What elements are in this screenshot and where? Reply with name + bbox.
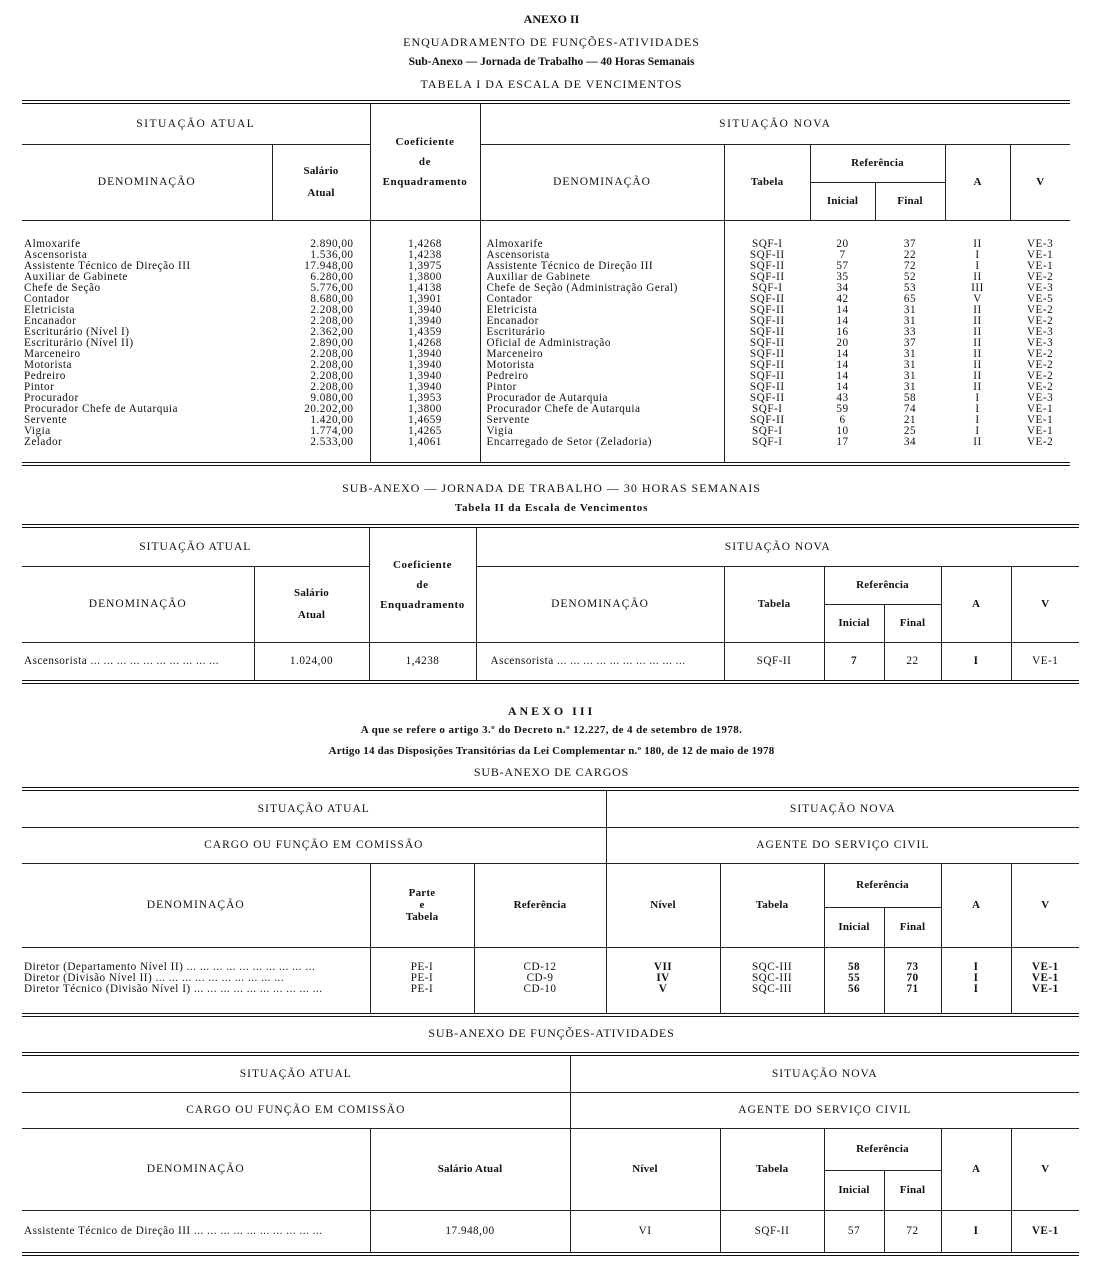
table-cell-tabela: SQF-I: [752, 238, 783, 250]
cargos-cell-referencia: CD-9: [526, 972, 554, 984]
table-cell-inicial: 42: [836, 293, 849, 305]
table-cell-tabela: SQF-I: [752, 425, 783, 437]
table-cell-a: III: [971, 282, 984, 294]
header-inicial: Inicial: [810, 182, 875, 220]
table-cell-salario: 2.208,00: [310, 315, 354, 327]
cargos-cell-denominacao: Diretor (Departamento Nível II) ... .: [24, 962, 370, 973]
table-cell-inicial: 16: [836, 326, 849, 338]
sub30-coef: 1,4238: [369, 642, 476, 682]
table-cell-salario: 6.280,00: [310, 271, 354, 283]
header-final-2: Final: [884, 604, 941, 642]
table-cell-tabela: SQF-II: [749, 414, 785, 426]
table-cell-a: II: [973, 348, 982, 360]
table-cell-v: VE-2: [1026, 304, 1054, 316]
anexo2-title: ANEXO II: [523, 12, 580, 26]
anexo3-cargos: SUB-ANEXO DE CARGOS: [473, 765, 630, 779]
cargos-header-inicial: Inicial: [824, 907, 884, 947]
table-cell-a: II: [973, 315, 982, 327]
table-cell-final: 33: [903, 326, 917, 338]
table-cell-tabela: SQF-II: [749, 271, 785, 283]
funcoes-row-final: 72: [884, 1210, 941, 1254]
table-cell-v: VE-2: [1026, 381, 1054, 393]
cargos-col-inicial: [824, 947, 884, 1015]
table-cell-salario: 2.208,00: [310, 348, 354, 360]
table-cell-inicial: 7: [839, 249, 846, 261]
header-denominacao-2: DENOMINAÇÃO: [22, 566, 254, 642]
funcoes-header-a: A: [941, 1128, 1011, 1210]
cargos-header-v: V: [1011, 863, 1079, 947]
table-cell-tabela: SQF-II: [749, 326, 785, 338]
header-coeficiente: Coeficiente de Enquadramento: [370, 102, 480, 220]
table-cell-v: VE-1: [1026, 249, 1054, 261]
table-cell-final: 74: [903, 403, 917, 415]
sub30-nova: Ascensorista ... .: [476, 642, 724, 682]
funcoes-row-den: Assistente Técnico de Direção III ... .: [22, 1210, 370, 1254]
table-cell-coeficiente: 1,3800: [408, 271, 442, 283]
cargos-col-tabela: [720, 947, 824, 1015]
table-cell-inicial: 17: [836, 436, 849, 448]
table-cell-atual-denominacao: Escriturário (Nível II): [24, 337, 134, 349]
table-cell-final: 37: [903, 238, 917, 250]
table-cell-coeficiente: 1,4659: [408, 414, 442, 426]
funcoes-header-tabela: Tabela: [720, 1128, 824, 1210]
col-salario: [272, 220, 370, 464]
table-cell-nova-denominacao: Ascensorista: [486, 249, 550, 261]
table-cell-final: 31: [903, 359, 917, 371]
table-cell-inicial: 14: [836, 370, 849, 382]
header-a: A: [945, 144, 1010, 220]
funcoes-header-nivel: Nível: [570, 1128, 720, 1210]
funcoes-row-tabela: SQF-II: [720, 1210, 824, 1254]
header-situacao-nova: SITUAÇÃO NOVA: [480, 102, 1070, 144]
funcoes-header-referencia: Referência: [824, 1128, 941, 1170]
header-denominacao-nova: DENOMINAÇÃO: [480, 144, 724, 220]
cargos-cell-inicial: 56: [847, 983, 861, 995]
table-cell-coeficiente: 1,4268: [408, 337, 442, 349]
cargos-cell-nivel: IV: [656, 972, 670, 984]
header-referencia-2: Referência: [824, 566, 941, 604]
table-escala-ii: [22, 524, 1079, 684]
header-v-2: V: [1011, 566, 1079, 642]
table-cell-v: VE-3: [1026, 337, 1054, 349]
table-cell-atual-denominacao: Auxiliar de Gabinete: [24, 271, 128, 283]
table-cell-salario: 1.774,00: [310, 425, 354, 437]
cargos-col-v: [1011, 947, 1079, 1015]
cargos-cell-referencia: CD-12: [523, 961, 557, 973]
table-cell-coeficiente: 1,3901: [408, 293, 442, 305]
table-cell-coeficiente: 1,3940: [408, 381, 442, 393]
table-cell-v: VE-3: [1026, 326, 1054, 338]
table-cell-salario: 2.533,00: [310, 436, 354, 448]
table-cell-v: VE-2: [1026, 348, 1054, 360]
table-cell-nova-denominacao: Encarregado de Setor (Zeladoria): [486, 436, 652, 448]
anexo2-subtitle: ENQUADRAMENTO DE FUNÇÕES-ATIVIDADES: [403, 35, 700, 49]
table-cell-tabela: SQF-II: [749, 315, 785, 327]
cargos-col-parte: [370, 947, 474, 1015]
col-atual-denominacao: [22, 220, 272, 464]
table-cell-tabela: SQF-I: [752, 403, 783, 415]
table-cell-tabela: SQF-II: [749, 392, 785, 404]
funcoes-title: SUB-ANEXO DE FUNÇÕES-ATIVIDADES: [428, 1026, 675, 1040]
table-cell-final: 21: [903, 414, 917, 426]
cargos-cargo-funcao: CARGO OU FUNÇÃO EM COMISSÃO: [22, 827, 606, 863]
table-cell-salario: 2.208,00: [310, 381, 354, 393]
table-cell-salario: 2.208,00: [310, 304, 354, 316]
table-cell-salario: 2.208,00: [310, 370, 354, 382]
table-cell-tabela: SQF-II: [749, 337, 785, 349]
funcoes-row-nivel: VI: [570, 1210, 720, 1254]
table-cell-inicial: 59: [836, 403, 849, 415]
table-cell-v: VE-2: [1026, 271, 1054, 283]
table-cell-atual-denominacao: Vigia: [24, 425, 51, 437]
table-cell-a: II: [973, 271, 982, 283]
table-cell-salario: 1.536,00: [310, 249, 354, 261]
table-cell-coeficiente: 1,4238: [408, 249, 442, 261]
cargos-cell-final: 70: [906, 972, 919, 984]
funcoes-row-a: I: [941, 1210, 1011, 1254]
table-cell-v: VE-5: [1026, 293, 1054, 305]
table-cell-final: 31: [903, 348, 917, 360]
cargos-cell-a: I: [973, 972, 979, 984]
table-cell-nova-denominacao: Auxiliar de Gabinete: [486, 271, 591, 283]
table-cell-salario: 2.362,00: [310, 326, 354, 338]
table-cell-v: VE-1: [1026, 414, 1054, 426]
table-cell-nova-denominacao: Marceneiro: [486, 348, 544, 360]
funcoes-row-salario: 17.948,00: [370, 1210, 570, 1254]
table-cell-coeficiente: 1,3800: [408, 403, 442, 415]
funcoes-header-denominacao: DENOMINAÇÃO: [22, 1128, 370, 1210]
cargos-header-parte: Parte e Tabela: [370, 863, 474, 947]
table-cell-final: 34: [903, 436, 917, 448]
cargos-cell-referencia: CD-10: [523, 983, 557, 995]
sub30-tabela: Tabela II da Escala de Vencimentos: [454, 502, 649, 514]
table-cell-nova-denominacao: Pintor: [486, 381, 517, 393]
table-cell-final: 58: [903, 392, 917, 404]
table-cell-inicial: 10: [836, 425, 849, 437]
table-cell-final: 25: [903, 425, 917, 437]
sub30-salario: 1.024,00: [254, 642, 369, 682]
table-cell-a: II: [973, 238, 982, 250]
cargos-situacao-atual: SITUAÇÃO ATUAL: [22, 789, 606, 827]
cargos-cell-v: VE-1: [1031, 983, 1059, 995]
cargos-cell-tabela: SQC-III: [751, 972, 793, 984]
table-cell-v: VE-2: [1026, 315, 1054, 327]
cargos-col-a: [941, 947, 1011, 1015]
table-cell-atual-denominacao: Contador: [24, 293, 70, 305]
table-cell-final: 31: [903, 315, 917, 327]
cargos-cell-inicial: 58: [847, 961, 861, 973]
table-cell-inicial: 20: [836, 337, 849, 349]
header-tabela-2: Tabela: [724, 566, 824, 642]
cargos-cell-inicial: 55: [847, 972, 861, 984]
cargos-col-nivel: [606, 947, 720, 1015]
funcoes-header-v: V: [1011, 1128, 1079, 1210]
table-cell-inicial: 14: [836, 315, 849, 327]
table-cell-a: I: [975, 249, 980, 261]
col-final: [875, 220, 945, 464]
cargos-col-den: [22, 947, 370, 1015]
table-cell-coeficiente: 1,3940: [408, 315, 442, 327]
table-cell-atual-denominacao: Motorista: [24, 359, 73, 371]
table-cell-atual-denominacao: Servente: [24, 414, 68, 426]
table-cell-a: II: [973, 370, 982, 382]
table-cell-nova-denominacao: Almoxarife: [486, 238, 544, 250]
table-cell-final: 22: [903, 249, 917, 261]
table-cell-atual-denominacao: Pintor: [24, 381, 55, 393]
cargos-cell-final: 71: [906, 983, 919, 995]
cargos-cell-nivel: VII: [653, 961, 673, 973]
table-cell-a: I: [975, 260, 980, 272]
funcoes-situacao-atual: SITUAÇÃO ATUAL: [22, 1054, 570, 1092]
cargos-header-ref-sub: Referência: [824, 863, 941, 907]
table-cell-a: II: [973, 359, 982, 371]
anexo3-line2: Artigo 14 das Disposições Transitórias da Lei Complementar n.º 180, de 12 de maio de 1978: [328, 745, 775, 757]
table-cell-inicial: 6: [839, 414, 846, 426]
cargos-cell-denominacao: Diretor (Divisão Nível II) ... .: [24, 973, 370, 984]
table-cell-inicial: 35: [836, 271, 849, 283]
table-cell-final: 31: [903, 304, 917, 316]
table-cell-tabela: SQF-II: [749, 249, 785, 261]
table-cell-a: II: [973, 436, 982, 448]
table-cell-coeficiente: 1,4061: [408, 436, 442, 448]
table-cell-inicial: 14: [836, 348, 849, 360]
cargos-col-final: [884, 947, 941, 1015]
table-cell-coeficiente: 1,3953: [408, 392, 442, 404]
table-cell-coeficiente: 1,4359: [408, 326, 442, 338]
table-cell-a: V: [973, 293, 982, 305]
table-cell-coeficiente: 1,4265: [408, 425, 442, 437]
cargos-cell-v: VE-1: [1031, 961, 1059, 973]
cargos-cell-parte: PE-I: [410, 972, 434, 984]
table-cell-v: VE-3: [1026, 392, 1054, 404]
table-cell-salario: 8.680,00: [310, 293, 354, 305]
table-cell-inicial: 14: [836, 359, 849, 371]
table-cell-tabela: SQF-II: [749, 348, 785, 360]
table-cell-atual-denominacao: Encanador: [24, 315, 77, 327]
table-cell-nova-denominacao: Eletricista: [486, 304, 538, 316]
table-cell-salario: 5.776,00: [310, 282, 354, 294]
header-denominacao: DENOMINAÇÃO: [22, 144, 272, 220]
cargos-cell-tabela: SQC-III: [751, 983, 793, 995]
table-cell-v: VE-1: [1026, 260, 1054, 272]
sub30-v: VE-1: [1032, 654, 1059, 667]
table-escala-i: [22, 100, 1070, 466]
table-cell-inicial: 20: [836, 238, 849, 250]
table-cell-salario: 1.420,00: [310, 414, 354, 426]
table-cell-coeficiente: 1,4138: [408, 282, 442, 294]
table-funcoes: [22, 1052, 1079, 1256]
table-cell-a: I: [975, 403, 980, 415]
table-cell-a: II: [973, 304, 982, 316]
table-cell-v: VE-1: [1026, 403, 1054, 415]
cargos-cell-final: 73: [906, 961, 919, 973]
table-cell-atual-denominacao: Assistente Técnico de Direção III: [24, 260, 191, 272]
table-cell-v: VE-3: [1026, 238, 1054, 250]
table-cell-tabela: SQF-II: [749, 304, 785, 316]
table-cell-nova-denominacao: Pedreiro: [486, 370, 529, 382]
sub30-title: SUB-ANEXO — JORNADA DE TRABALHO — 30 HORAS SEMANAIS: [342, 481, 761, 495]
anexo2-tabela: TABELA I DA ESCALA DE VENCIMENTOS: [420, 77, 683, 91]
funcoes-row-v: VE-1: [1031, 1224, 1059, 1237]
table-cell-salario: 9.080,00: [310, 392, 354, 404]
table-cell-v: VE-3: [1026, 282, 1054, 294]
col-inicial: [810, 220, 875, 464]
cargos-cell-v: VE-1: [1031, 972, 1059, 984]
cargos-situacao-nova: SITUAÇÃO NOVA: [606, 789, 1079, 827]
table-cell-v: VE-2: [1026, 370, 1054, 382]
table-cell-inicial: 43: [836, 392, 849, 404]
table-cell-atual-denominacao: Eletricista: [24, 304, 75, 316]
header-referencia: Referência: [810, 144, 945, 182]
table-cell-atual-denominacao: Escriturário (Nível I): [24, 326, 130, 338]
table-cell-v: VE-2: [1026, 436, 1054, 448]
table-cargos: [22, 787, 1079, 1017]
table-cell-salario: 2.890,00: [310, 337, 354, 349]
sub30-final: 22: [884, 642, 941, 682]
table-cell-atual-denominacao: Zelador: [24, 436, 63, 448]
cargos-header-nivel: Nível: [606, 863, 720, 947]
funcoes-header-inicial: Inicial: [824, 1170, 884, 1210]
table-cell-inicial: 14: [836, 304, 849, 316]
header-situacao-nova-2: SITUAÇÃO NOVA: [476, 526, 1079, 566]
header-denominacao-nova-2: DENOMINAÇÃO: [476, 566, 724, 642]
header-situacao-atual-2: SITUAÇÃO ATUAL: [22, 526, 369, 566]
table-cell-nova-denominacao: Chefe de Seção (Administração Geral): [486, 282, 678, 294]
cargos-header-a: A: [941, 863, 1011, 947]
cargos-col-ref: [474, 947, 606, 1015]
table-cell-nova-denominacao: Contador: [486, 293, 533, 305]
table-cell-atual-denominacao: Marceneiro: [24, 348, 81, 360]
header-coeficiente-2: Coeficiente de Enquadramento: [369, 526, 476, 642]
col-nova-denominacao: [480, 220, 724, 464]
table-cell-atual-denominacao: Almoxarife: [24, 238, 81, 250]
cargos-cell-nivel: V: [658, 983, 668, 995]
table-cell-tabela: SQF-II: [749, 359, 785, 371]
header-a-2: A: [941, 566, 1011, 642]
table-cell-a: II: [973, 381, 982, 393]
cargos-header-tabela: Tabela: [720, 863, 824, 947]
table-cell-final: 72: [903, 260, 917, 272]
table-cell-tabela: SQF-II: [749, 260, 785, 272]
sub30-inicial: 7: [824, 642, 884, 682]
header-tabela: Tabela: [724, 144, 810, 220]
table-cell-atual-denominacao: Procurador: [24, 392, 79, 404]
table-cell-final: 65: [903, 293, 917, 305]
cargos-cell-denominacao: Diretor Técnico (Divisão Nível I) ... .: [24, 984, 370, 995]
col-v: [1010, 220, 1070, 464]
col-coeficiente: [370, 220, 480, 464]
header-v: V: [1010, 144, 1070, 220]
table-cell-tabela: SQF-II: [749, 370, 785, 382]
cargos-cell-a: I: [973, 983, 979, 995]
table-cell-a: II: [973, 337, 982, 349]
table-cell-tabela: SQF-I: [752, 282, 783, 294]
table-cell-nova-denominacao: Procurador de Autarquia: [486, 392, 608, 404]
table-cell-atual-denominacao: Ascensorista: [24, 249, 88, 261]
sub30-atual: Ascensorista ... .: [22, 642, 254, 682]
header-final: Final: [875, 182, 945, 220]
table-cell-coeficiente: 1,3940: [408, 370, 442, 382]
funcoes-row-inicial: 57: [824, 1210, 884, 1254]
header-salario: Salário Atual: [272, 144, 370, 220]
funcoes-agente: AGENTE DO SERVIÇO CIVIL: [570, 1092, 1079, 1128]
table-cell-a: I: [975, 414, 980, 426]
cargos-cell-parte: PE-I: [410, 983, 434, 995]
table-cell-nova-denominacao: Motorista: [486, 359, 535, 371]
table-cell-nova-denominacao: Escriturário: [486, 326, 546, 338]
cargos-agente: AGENTE DO SERVIÇO CIVIL: [606, 827, 1079, 863]
table-cell-inicial: 34: [836, 282, 849, 294]
table-cell-nova-denominacao: Encanador: [486, 315, 539, 327]
table-cell-inicial: 14: [836, 381, 849, 393]
table-cell-v: VE-2: [1026, 359, 1054, 371]
table-cell-coeficiente: 1,3940: [408, 348, 442, 360]
table-cell-nova-denominacao: Vigia: [486, 425, 514, 437]
table-cell-final: 37: [903, 337, 917, 349]
funcoes-header-final: Final: [884, 1170, 941, 1210]
table-cell-tabela: SQF-I: [752, 436, 783, 448]
anexo3-title: ANEXO III: [507, 704, 596, 718]
table-cell-tabela: SQF-II: [749, 381, 785, 393]
table-cell-coeficiente: 1,3940: [408, 359, 442, 371]
table-cell-final: 31: [903, 381, 917, 393]
table-cell-coeficiente: 1,3975: [408, 260, 442, 272]
funcoes-header-salario: Salário Atual: [370, 1128, 570, 1210]
table-cell-v: VE-1: [1026, 425, 1054, 437]
table-cell-salario: 2.208,00: [310, 359, 354, 371]
header-situacao-atual: SITUAÇÃO ATUAL: [22, 102, 370, 144]
table-cell-final: 52: [903, 271, 917, 283]
sub30-tabela: SQF-II: [724, 642, 824, 682]
cargos-header-referencia: Referência: [474, 863, 606, 947]
anexo2-subanexo: Sub-Anexo — Jornada de Trabalho — 40 Horas Semanais: [408, 56, 695, 68]
col-a: [945, 220, 1010, 464]
table-cell-atual-denominacao: Pedreiro: [24, 370, 66, 382]
funcoes-situacao-nova: SITUAÇÃO NOVA: [570, 1054, 1079, 1092]
col-tabela: [724, 220, 810, 464]
table-cell-inicial: 57: [836, 260, 849, 272]
table-cell-coeficiente: 1,4268: [408, 238, 442, 250]
cargos-cell-tabela: SQC-III: [751, 961, 793, 973]
cargos-cell-parte: PE-I: [410, 961, 434, 973]
table-cell-nova-denominacao: Servente: [486, 414, 530, 426]
cargos-header-final: Final: [884, 907, 941, 947]
table-cell-atual-denominacao: Chefe de Seção: [24, 282, 101, 294]
table-cell-tabela: SQF-II: [749, 293, 785, 305]
table-cell-salario: 2.890,00: [310, 238, 354, 250]
table-cell-a: I: [975, 425, 980, 437]
table-cell-atual-denominacao: Procurador Chefe de Autarquia: [24, 403, 178, 415]
table-cell-nova-denominacao: Oficial de Administração: [486, 337, 611, 349]
cargos-cell-a: I: [973, 961, 979, 973]
cargos-header-denominacao: DENOMINAÇÃO: [22, 863, 370, 947]
table-cell-final: 31: [903, 370, 917, 382]
table-cell-a: I: [975, 392, 980, 404]
header-salario-2: Salário Atual: [254, 566, 369, 642]
funcoes-cargo-funcao: CARGO OU FUNÇÃO EM COMISSÃO: [22, 1092, 570, 1128]
table-cell-coeficiente: 1,3940: [408, 304, 442, 316]
table-cell-a: II: [973, 326, 982, 338]
anexo3-line1: A que se refere o artigo 3.º do Decreto n.º 12.227, de 4 de setembro de 1978.: [360, 724, 743, 736]
sub30-a: I: [941, 642, 1011, 682]
header-inicial-2: Inicial: [824, 604, 884, 642]
table-cell-final: 53: [903, 282, 917, 294]
table-cell-salario: 17.948,00: [304, 260, 354, 272]
table-cell-salario: 20.202,00: [304, 403, 354, 415]
table-cell-nova-denominacao: Assistente Técnico de Direção III: [486, 260, 654, 272]
table-cell-nova-denominacao: Procurador Chefe de Autarquia: [486, 403, 641, 415]
